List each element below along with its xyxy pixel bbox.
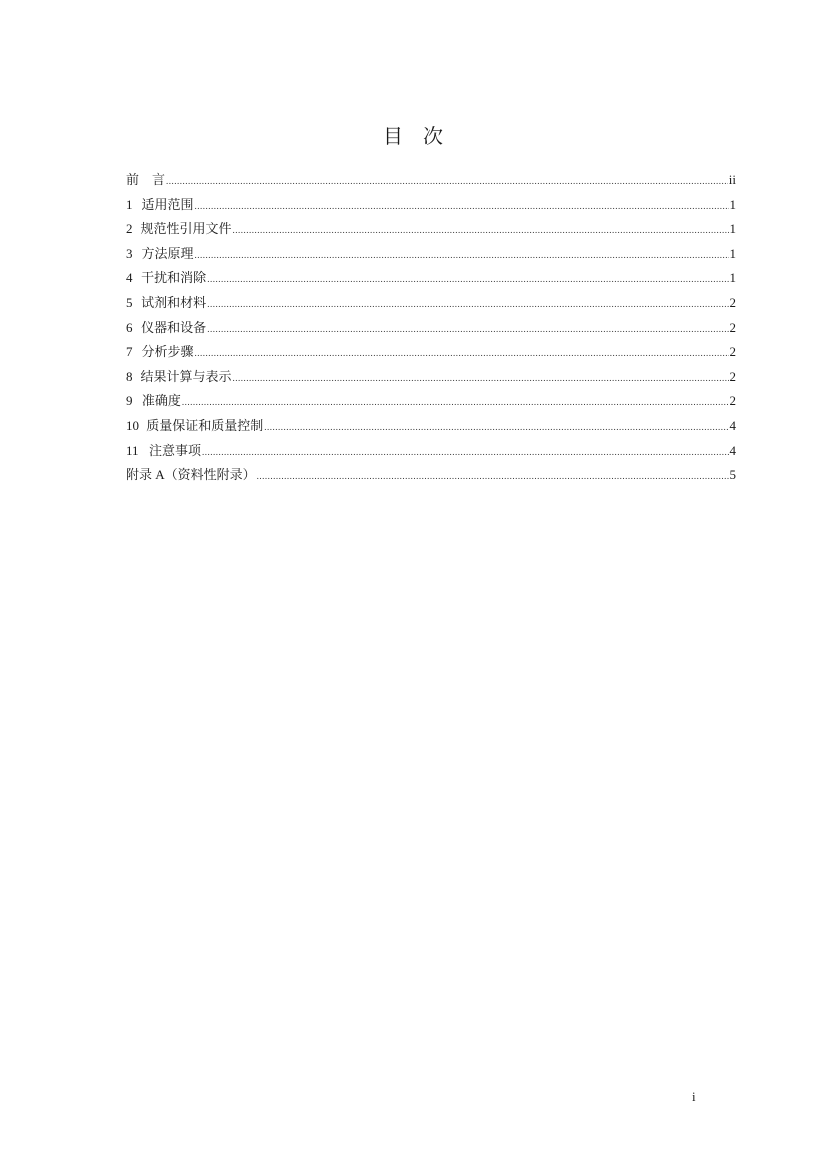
dot-leader: [195, 246, 729, 264]
toc-entry-10[interactable]: [126, 417, 736, 442]
toc-entry-label: 方法原理: [141, 245, 194, 261]
table-of-contents: [126, 171, 736, 491]
toc-entry-label: 注意事项: [148, 442, 201, 458]
toc-entry-1[interactable]: [126, 196, 736, 221]
toc-entry-label: 适用范围: [141, 196, 194, 212]
toc-entry-label: 干扰和消除: [141, 270, 207, 286]
toc-entry-label: 质量保证和质量控制: [146, 417, 264, 433]
dot-leader: [202, 443, 729, 461]
toc-entry-appendix-a[interactable]: [126, 466, 736, 491]
toc-entry-label: 准确度: [141, 393, 181, 409]
toc-entry-number: 5: [126, 294, 133, 310]
toc-entry-number: 1: [126, 196, 133, 212]
dot-leader: [207, 270, 728, 288]
toc-entry-page: 2: [729, 294, 736, 310]
toc-entry-7[interactable]: [126, 343, 736, 368]
toc-entry-label: 分析步骤: [141, 344, 194, 360]
toc-entry-3[interactable]: [126, 245, 736, 270]
toc-entry-label: 试剂和材料: [141, 294, 207, 310]
toc-entry-9[interactable]: [126, 392, 736, 417]
dot-leader: [257, 467, 729, 485]
toc-entry-number: 2: [126, 221, 133, 237]
toc-entry-label: 规范性引用文件: [140, 221, 232, 237]
toc-entry-5[interactable]: [126, 294, 736, 319]
toc-entry-number: 6: [126, 319, 133, 335]
toc-entry-number: 10: [126, 417, 139, 433]
toc-entry-number: 11: [126, 442, 139, 458]
dot-leader: [166, 172, 728, 190]
toc-entry-number: 7: [126, 344, 133, 360]
dot-leader: [207, 295, 728, 313]
toc-entry-foreword[interactable]: [126, 171, 736, 196]
toc-entry-page: 1: [729, 245, 736, 261]
toc-entry-page: 1: [729, 196, 736, 212]
toc-entry-number: 8: [126, 368, 133, 384]
dot-leader: [182, 393, 729, 411]
toc-entry-11[interactable]: [126, 442, 736, 467]
toc-entry-number: 3: [126, 245, 133, 261]
dot-leader: [207, 320, 728, 338]
toc-entry-label: 附录 A（资料性附录）: [126, 467, 256, 483]
toc-entry-page: 5: [729, 467, 736, 483]
page-title: 目 次: [383, 124, 443, 148]
toc-entry-number: 9: [126, 393, 133, 409]
toc-entry-page: 2: [729, 368, 736, 384]
page-number: i: [692, 1089, 696, 1104]
dot-leader: [195, 344, 729, 362]
toc-entry-number: 4: [126, 270, 133, 286]
toc-entry-page: 2: [729, 344, 736, 360]
toc-entry-page: 4: [729, 417, 736, 433]
dot-leader: [232, 369, 728, 387]
toc-entry-8[interactable]: [126, 368, 736, 393]
toc-entry-page: 2: [729, 393, 736, 409]
toc-entry-label: 结果计算与表示: [140, 368, 232, 384]
toc-entry-label: 前 言: [126, 172, 166, 187]
toc-entry-2[interactable]: [126, 220, 736, 245]
toc-entry-label: 仪器和设备: [141, 319, 207, 335]
toc-entry-page: 4: [729, 442, 736, 458]
dot-leader: [232, 221, 728, 239]
toc-entry-4[interactable]: [126, 269, 736, 294]
toc-entry-6[interactable]: [126, 319, 736, 344]
toc-entry-page: 1: [729, 270, 736, 286]
toc-entry-page: 1: [729, 221, 736, 237]
dot-leader: [264, 418, 728, 436]
dot-leader: [195, 197, 729, 215]
toc-entry-page: 2: [729, 319, 736, 335]
toc-entry-page: ii: [728, 172, 736, 187]
